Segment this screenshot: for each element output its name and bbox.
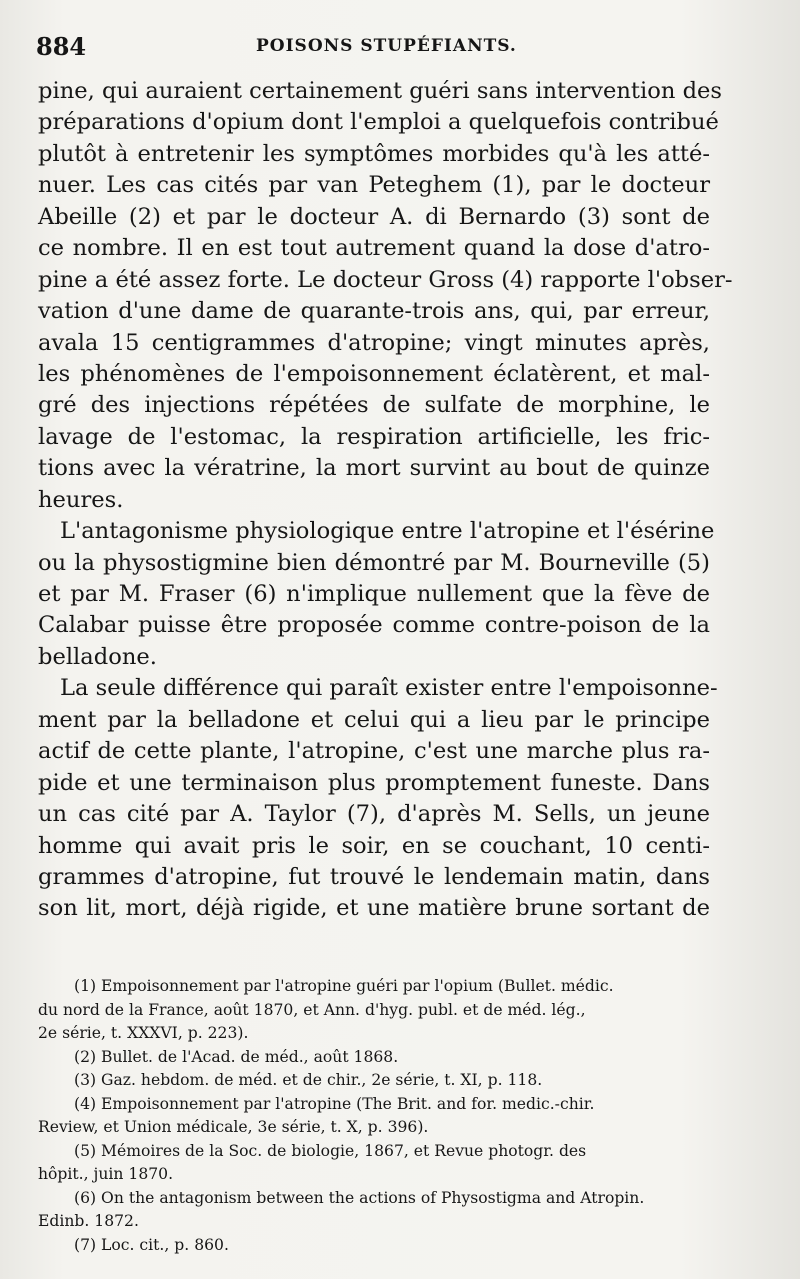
body-line: belladone. — [38, 643, 157, 670]
body-line: heures. — [38, 486, 124, 513]
footnote-line: (4) Empoisonnement par l'atropine (The Brit. and for. medic.-chir. — [74, 1094, 595, 1113]
body-line: L'antagonisme physiologique entre l'atropine et l'ésérine — [60, 518, 715, 545]
body-line: Abeille (2) et par le docteur A. di Bernardo (3) sont de — [38, 203, 710, 230]
body-line: ment par la belladone et celui qui a lieu par le principe — [38, 706, 710, 733]
body-line: ou la physostigmine bien démontré par M. Bourneville (5) — [38, 549, 710, 576]
body-line: pide et une terminaison plus promptement funeste. Dans — [38, 769, 710, 796]
body-line: son lit, mort, déjà rigide, et une matière brune sortant de — [38, 895, 710, 922]
body-line: pine, qui auraient certainement guéri sans intervention des — [38, 78, 723, 104]
body-line: lavage de l'estomac, la respiration artificielle, les fric- — [38, 423, 710, 450]
footnote-line: (2) Bullet. de l'Acad. de méd., août 1868. — [74, 1047, 399, 1066]
body-line: tions avec la vératrine, la mort survint au bout de quinze — [38, 455, 710, 482]
body-line: pine a été assez forte. Le docteur Gross (4) rapporte l'obser- — [38, 266, 733, 293]
body-line: plutôt à entretenir les symptômes morbides qu'à les atté- — [38, 140, 710, 167]
footnotes — [38, 975, 718, 1257]
footnote-line: (7) Loc. cit., p. 860. — [74, 1235, 229, 1254]
footnote-line: (1) Empoisonnement par l'atropine guéri par l'opium (Bullet. médic. — [74, 977, 614, 995]
body-line: gré des injections répétées de sulfate de morphine, le — [38, 392, 710, 419]
body-line: Calabar puisse être proposée comme contre-poison de la — [38, 612, 710, 639]
body-line: actif de cette plante, l'atropine, c'est une marche plus ra- — [38, 738, 710, 765]
running-title: POISONS STUPÉFIANTS. — [256, 36, 517, 56]
body-text — [38, 76, 733, 925]
body-line: homme qui avait pris le soir, en se couchant, 10 centi- — [38, 832, 710, 859]
body-line: et par M. Fraser (6) n'implique nullement que la fève de — [38, 581, 710, 607]
footnote-line: Review, et Union médicale, 3e série, t. X, p. 396). — [38, 1118, 429, 1136]
footnote-line: (3) Gaz. hebdom. de méd. et de chir., 2e série, t. XI, p. 118. — [74, 1071, 543, 1089]
body-line: un cas cité par A. Taylor (7), d'après M. Sells, un jeune — [38, 801, 710, 828]
footnote-line: Edinb. 1872. — [38, 1212, 139, 1230]
body-line: préparations d'opium dont l'emploi a quelquefois contribué — [38, 109, 719, 136]
page-header — [36, 32, 716, 64]
footnote-line: (5) Mémoires de la Soc. de biologie, 1867, et Revue photogr. des — [74, 1141, 587, 1160]
body-line: vation d'une dame de quarante-trois ans, qui, par erreur, — [38, 298, 710, 325]
body-line: grammes d'atropine, fut trouvé le lendemain matin, dans — [38, 863, 710, 890]
body-line: ce nombre. Il en est tout autrement quand la dose d'atro- — [38, 235, 710, 262]
body-line: nuer. Les cas cités par van Peteghem (1), par le docteur — [38, 172, 710, 199]
footnote-line: hôpit., juin 1870. — [38, 1165, 174, 1183]
page-number: 884 — [36, 32, 87, 61]
footnote-line: du nord de la France, août 1870, et Ann. d'hyg. publ. et de méd. lég., — [38, 1000, 586, 1019]
body-line: La seule différence qui paraît exister entre l'empoisonne- — [60, 675, 718, 702]
body-line: les phénomènes de l'empoisonnement éclatèrent, et mal- — [38, 360, 710, 387]
body-line: avala 15 centigrammes d'atropine; vingt minutes après, — [38, 329, 710, 356]
footnote-line: 2e série, t. XXXVI, p. 223). — [38, 1024, 249, 1042]
footnote-line: (6) On the antagonism between the actions of Physostigma and Atropin. — [74, 1188, 645, 1207]
